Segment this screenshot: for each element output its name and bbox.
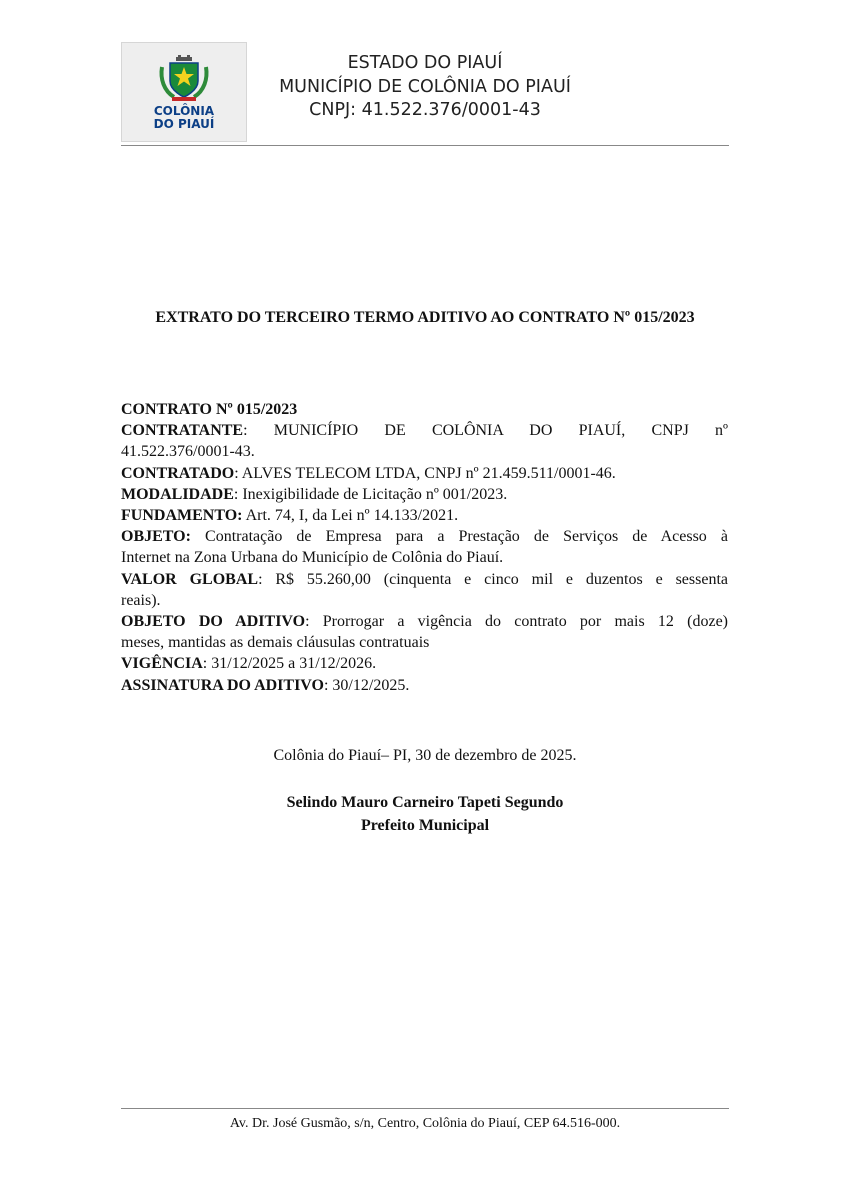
letterhead [250, 52, 600, 123]
modalidade-line [121, 484, 728, 505]
assinatura-line [121, 675, 728, 696]
header-state: ESTADO DO PIAUÍ [347, 53, 503, 73]
logo-line-1: COLÔNIA [153, 104, 215, 118]
fundamento-line [121, 505, 728, 526]
valor-value: : R$ 55.260,00 (cinquenta e cinco mil e duzentos e sessenta [258, 570, 729, 588]
assinatura-value: : 30/12/2025. [323, 676, 410, 694]
fundamento-label: FUNDAMENTO: [121, 507, 243, 525]
contratado-label: CONTRATADO [121, 464, 235, 482]
objeto-label: OBJETO: [121, 528, 191, 546]
valor-label: VALOR GLOBAL [121, 570, 259, 588]
vigencia-label: VIGÊNCIA [121, 655, 203, 673]
contract-number: CONTRATO Nº 015/2023 [121, 401, 298, 418]
header-municipality: MUNICÍPIO DE COLÔNIA DO PIAUÍ [279, 76, 571, 97]
contratado-value: : ALVES TELECOM LTDA, CNPJ nº 21.459.511/0001-46. [234, 464, 616, 482]
valor-line [121, 569, 728, 590]
vigencia-line [121, 653, 728, 674]
objeto-line-2: Internet na Zona Urbana do Município de Colônia do Piauí. [121, 549, 504, 567]
contratante-line [121, 420, 728, 441]
valor-line-2: reais). [121, 591, 161, 609]
signer-name: Selindo Mauro Carneiro Tapeti Segundo [286, 794, 564, 811]
assinatura-label: ASSINATURA DO ADITIVO [121, 676, 324, 694]
objeto-aditivo-line [121, 611, 728, 632]
modalidade-value: : Inexigibilidade de Licitação nº 001/2023. [233, 485, 508, 503]
header-divider [121, 145, 729, 146]
objeto-line [121, 526, 728, 547]
signer-role: Prefeito Municipal [360, 817, 490, 834]
vigencia-value: : 31/12/2025 a 31/12/2026. [202, 655, 377, 673]
place-date: Colônia do Piauí– PI, 30 de dezembro de 2025. [273, 747, 577, 764]
objeto-value: Contratação de Empresa para a Prestação de Serviços de Acesso à [190, 528, 728, 546]
logo-line-2: DO PIAUÍ [153, 117, 215, 131]
contratante-label: CONTRATANTE [121, 422, 244, 440]
header-cnpj: CNPJ: 41.522.376/0001-43 [309, 100, 541, 120]
contratado-line [121, 463, 728, 484]
footer-divider [121, 1108, 729, 1109]
fundamento-value: Art. 74, I, da Lei nº 14.133/2021. [242, 507, 459, 525]
contratante-cnpj: 41.522.376/0001-43. [121, 443, 255, 461]
contratante-value: : MUNICÍPIO DE COLÔNIA DO PIAUÍ, CNPJ nº [243, 422, 728, 440]
municipality-logo [121, 42, 247, 142]
footer-address: Av. Dr. José Gusmão, s/n, Centro, Colônia do Piauí, CEP 64.516-000. [229, 1116, 621, 1131]
contract-summary [121, 399, 728, 696]
objeto-aditivo-line-2: meses, mantidas as demais cláusulas contratuais [121, 634, 430, 652]
coat-of-arms-icon [156, 55, 212, 105]
objeto-aditivo-label: OBJETO DO ADITIVO [121, 613, 306, 631]
modalidade-label: MODALIDADE [121, 485, 234, 503]
document-title: EXTRATO DO TERCEIRO TERMO ADITIVO AO CONTRATO Nº 015/2023 [155, 309, 695, 326]
objeto-aditivo-value: : Prorrogar a vigência do contrato por mais 12 (doze) [305, 613, 728, 631]
